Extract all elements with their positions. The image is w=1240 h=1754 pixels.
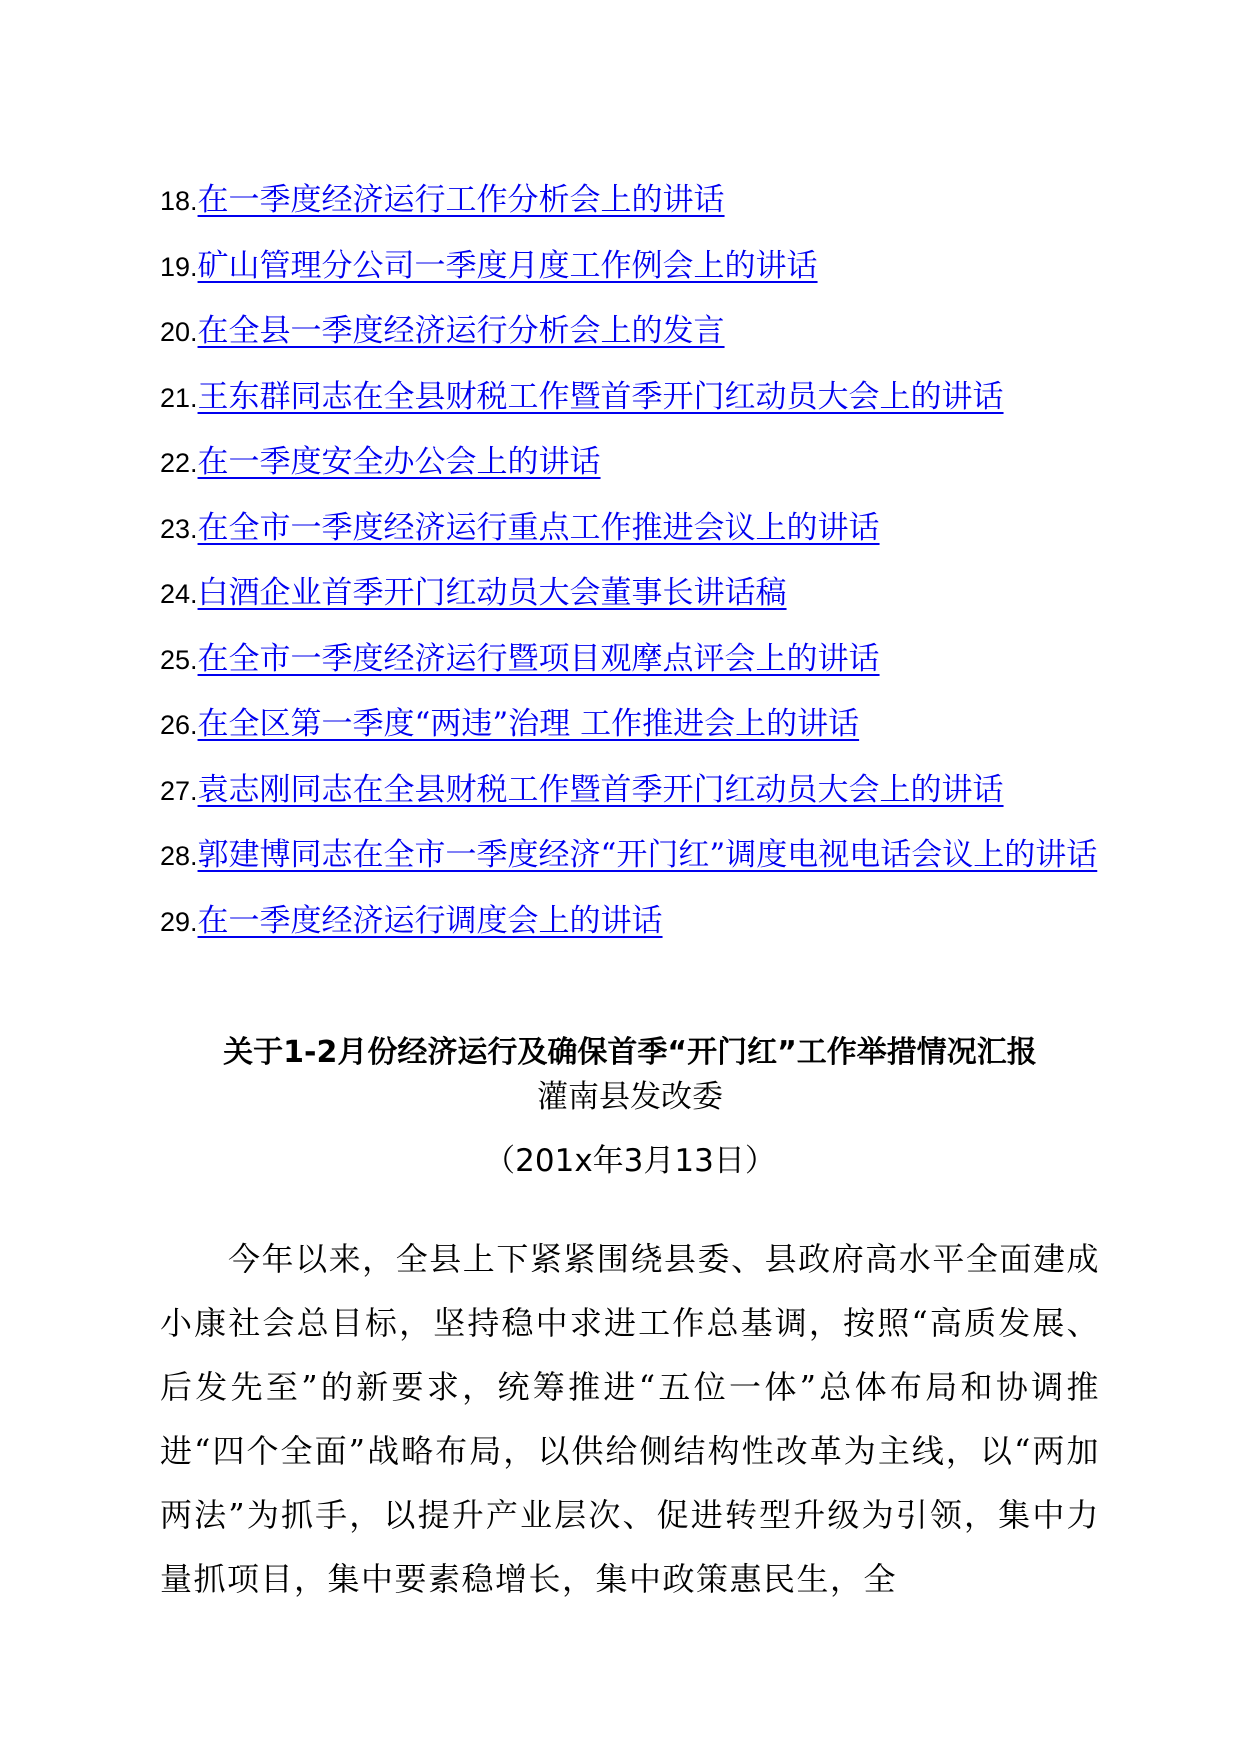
toc-item-28 bbox=[160, 823, 1110, 889]
toc-item-link[interactable]: 在一季度安全办公会上的讲话 bbox=[197, 444, 601, 480]
toc-item-number: 23. bbox=[160, 513, 198, 544]
document-author: 灌南县发改委 bbox=[537, 1079, 723, 1115]
toc-item-27 bbox=[160, 758, 1110, 824]
toc-item-link[interactable]: 白酒企业首季开门红动员大会董事长讲话稿 bbox=[197, 575, 787, 611]
table-of-contents bbox=[160, 168, 1110, 954]
document-title: 关于1-2月份经济运行及确保首季“开门红”工作举措情况汇报 bbox=[223, 1035, 1037, 1071]
toc-item-link[interactable]: 矿山管理分公司一季度月度工作例会上的讲话 bbox=[197, 247, 818, 284]
toc-item-number: 20. bbox=[160, 317, 198, 347]
toc-item-number: 26. bbox=[160, 710, 198, 740]
toc-item-number: 25. bbox=[160, 644, 198, 675]
toc-item-19 bbox=[160, 234, 1110, 300]
toc-item-29 bbox=[160, 889, 1110, 955]
toc-item-link[interactable]: 在全区第一季度“两违”治理 工作推进会上的讲话 bbox=[197, 706, 860, 742]
toc-item-number: 27. bbox=[160, 775, 198, 806]
toc-item-number: 29. bbox=[160, 906, 198, 937]
toc-item-23 bbox=[160, 496, 1110, 562]
toc-item-number: 19. bbox=[160, 251, 198, 282]
toc-item-link[interactable]: 袁志刚同志在全县财税工作暨首季开门红动员大会上的讲话 bbox=[197, 771, 1004, 808]
document-date: （201x年3月13日） bbox=[484, 1143, 776, 1179]
toc-item-21 bbox=[160, 365, 1110, 431]
toc-item-number: 22. bbox=[160, 448, 198, 478]
toc-item-22 bbox=[160, 430, 1110, 496]
toc-item-number: 18. bbox=[160, 186, 198, 216]
document-body-paragraph: 今年以来，全县上下紧紧围绕县委、县政府高水平全面建成小康社会总目标，坚持稳中求进工作总基调，按照“高质发展、后发先至”的新要求，统筹推进“五位一体”总体布局和协调推进“四个全面”战略布局，以供给侧结构性改革为主线，以“两加两法”为抓手，以提升产业层次、促进转型升级为引领，集中力量抓项目，集中要素稳增长，集中政策惠民生，全 bbox=[160, 1240, 1100, 1598]
toc-item-number: 28. bbox=[160, 841, 198, 871]
toc-item-link[interactable]: 在一季度经济运行调度会上的讲话 bbox=[197, 902, 663, 939]
toc-item-link[interactable]: 在全县一季度经济运行分析会上的发言 bbox=[197, 313, 725, 349]
toc-item-26 bbox=[160, 692, 1110, 758]
toc-item-number: 24. bbox=[160, 579, 198, 609]
toc-item-link[interactable]: 在一季度经济运行工作分析会上的讲话 bbox=[197, 182, 725, 218]
toc-item-18 bbox=[160, 168, 1110, 234]
toc-item-25 bbox=[160, 627, 1110, 693]
toc-item-link[interactable]: 郭建博同志在全市一季度经济“开门红”调度电视电话会议上的讲话 bbox=[197, 837, 1098, 873]
toc-item-link[interactable]: 王东群同志在全县财税工作暨首季开门红动员大会上的讲话 bbox=[197, 378, 1004, 415]
toc-item-20 bbox=[160, 299, 1110, 365]
toc-item-24 bbox=[160, 561, 1110, 627]
toc-item-number: 21. bbox=[160, 382, 198, 413]
toc-item-link[interactable]: 在全市一季度经济运行重点工作推进会议上的讲话 bbox=[197, 509, 880, 546]
toc-item-link[interactable]: 在全市一季度经济运行暨项目观摩点评会上的讲话 bbox=[197, 640, 880, 677]
